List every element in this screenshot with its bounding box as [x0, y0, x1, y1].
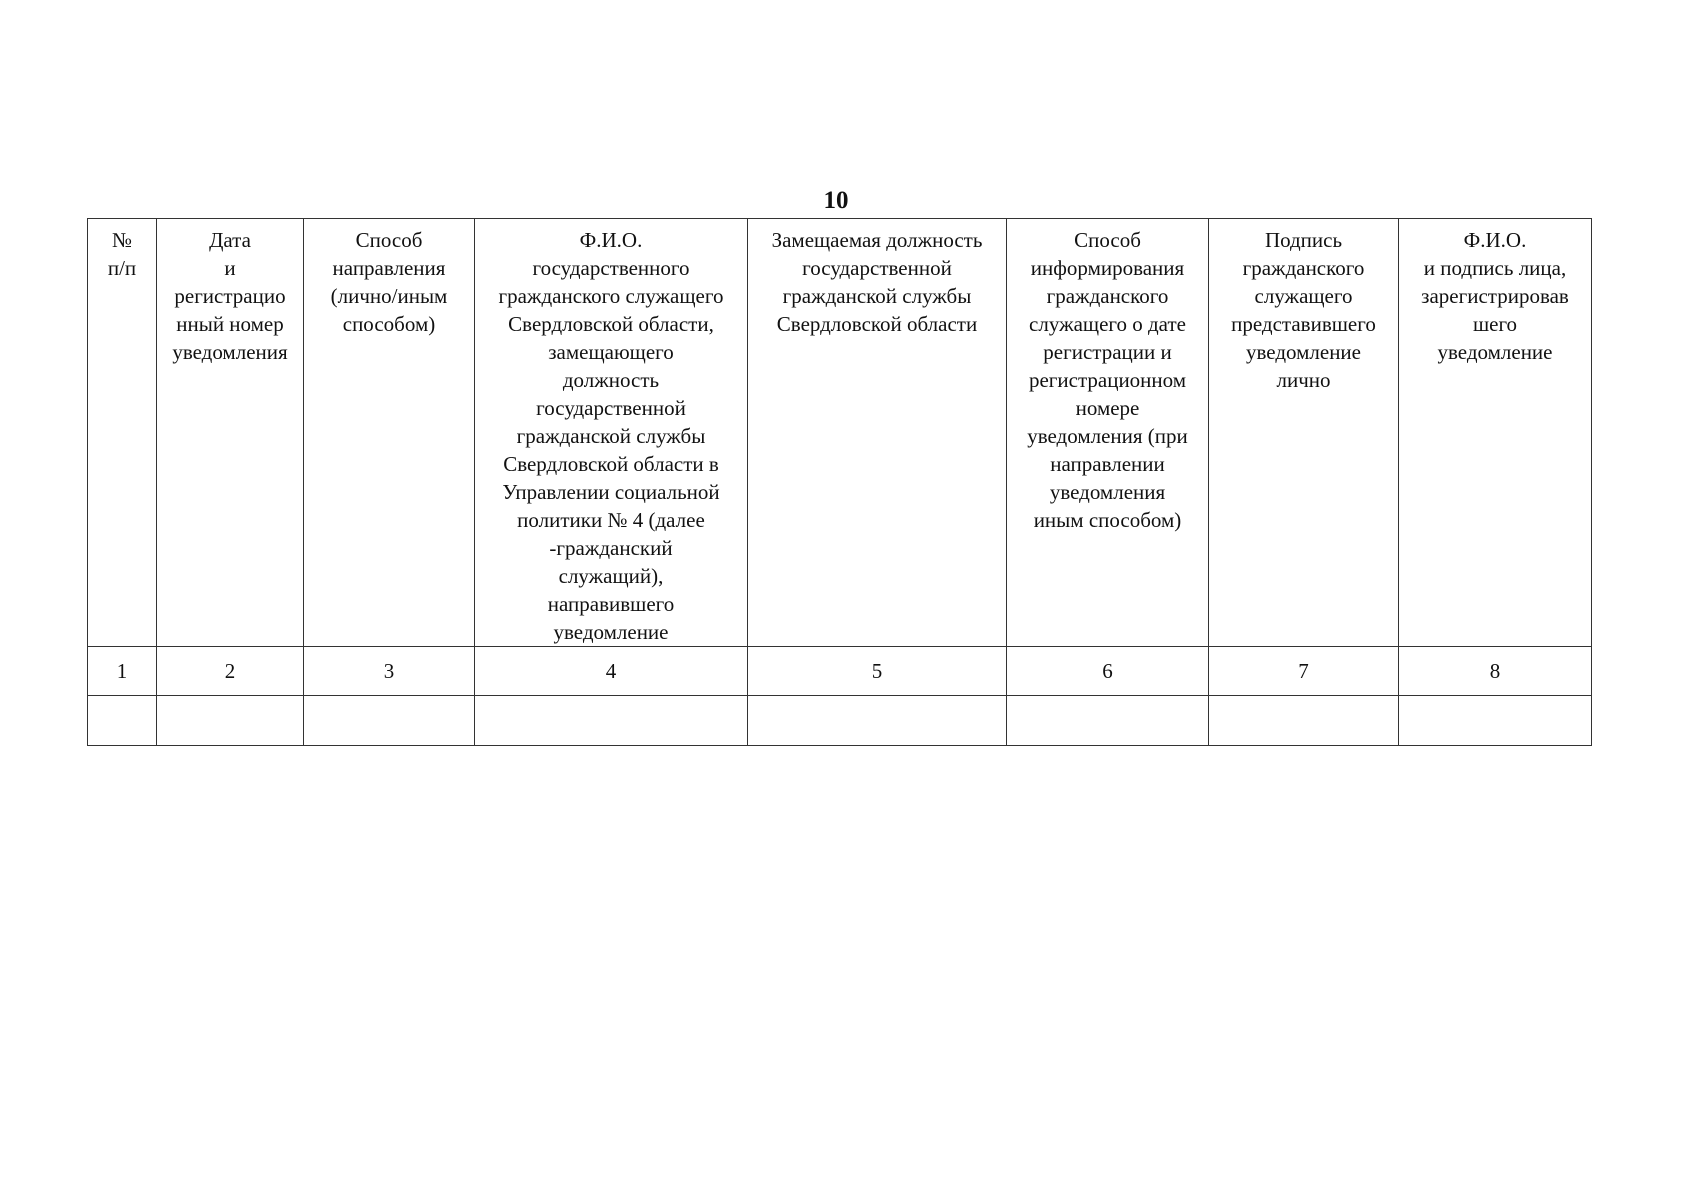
table-cell: [748, 696, 1007, 746]
header-cell-position: [748, 219, 1007, 647]
notification-register-table: [87, 218, 1592, 746]
column-number-cell: 6: [1007, 647, 1209, 696]
header-text: Дата и регистрацио нный номер уведомления: [172, 228, 288, 364]
column-number-cell: 2: [157, 647, 304, 696]
column-number-cell: 4: [475, 647, 748, 696]
header-text: Ф.И.О. государственного гражданского служащего Свердловской области, замещающего должность государственной гражданской службы Свердловской области в Управлении социальной политики № 4 (далее -гражданский служащий), направившего уведомление: [498, 228, 724, 644]
table-cell: [1007, 696, 1209, 746]
header-text: Ф.И.О. и подпись лица, зарегистрировав шего уведомление: [1421, 228, 1569, 364]
header-cell-number: [88, 219, 157, 647]
header-text: № п/п: [107, 228, 137, 280]
table-row: [88, 696, 1592, 746]
table-header-row: [88, 219, 1592, 647]
header-text: Замещаемая должность государственной гражданской службы Свердловской области: [771, 228, 983, 336]
header-text: Подпись гражданского служащего представившего уведомление лично: [1231, 228, 1376, 392]
header-cell-registrar: [1399, 219, 1592, 647]
column-number-cell: 3: [304, 647, 475, 696]
column-number-cell: 1: [88, 647, 157, 696]
table-cell: [157, 696, 304, 746]
header-cell-fullname: [475, 219, 748, 647]
header-cell-date: [157, 219, 304, 647]
column-number-cell: 5: [748, 647, 1007, 696]
table-cell: [1399, 696, 1592, 746]
header-cell-informing: [1007, 219, 1209, 647]
table-cell: [1209, 696, 1399, 746]
table-cell: [304, 696, 475, 746]
table-cell: [88, 696, 157, 746]
column-number-row: [88, 647, 1592, 696]
column-number-cell: 8: [1399, 647, 1592, 696]
header-cell-signature: [1209, 219, 1399, 647]
page-number: 10: [823, 187, 849, 214]
header-text: Способ направления (лично/иным способом): [330, 228, 448, 336]
header-text: Способ информирования гражданского служащего о дате регистрации и регистрационном номере уведомления (при направлении уведомления иным способом): [1027, 228, 1188, 532]
table-cell: [475, 696, 748, 746]
column-number-cell: 7: [1209, 647, 1399, 696]
header-cell-method: [304, 219, 475, 647]
